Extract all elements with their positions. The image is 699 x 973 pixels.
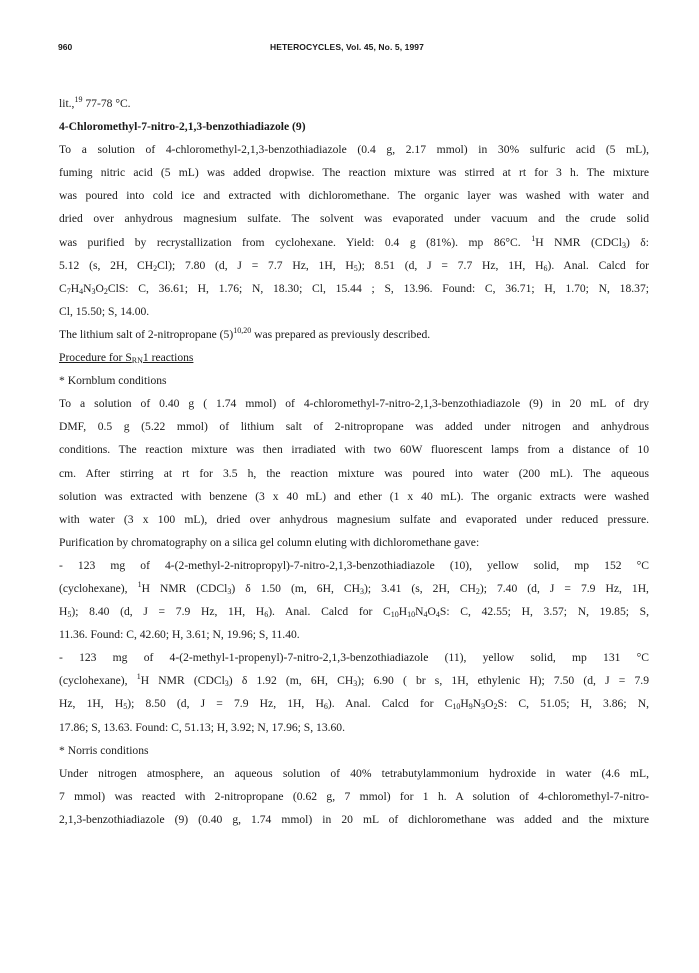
compound-9-heading: 4-Chloromethyl-7-nitro-2,1,3-benzothiadiazole (9) [59, 120, 306, 134]
paragraph-line: Purification by chromatography on a silica gel column eluting with dichloromethane gave: [59, 535, 480, 549]
paragraph-line: dried over anhydrous magnesium sulfate. The solvent was evaporated under vacuum and the crude solid [59, 212, 649, 226]
compound-10-line: (cyclohexane), $^1$H NMR (CDCl$_3$) δ 1.50 (m, 6H, $CH_3$); 3.41 (s, 2H, $CH_2$); 7.40 (d, J = 7.9 Hz, 1H, [59, 579, 649, 596]
compound-10-line: 11.36. Found: C, 42.60; H, 3.61; N, 19.96; S, 11.40. [59, 628, 300, 642]
paragraph-line: To a solution of 4-chloromethyl-2,1,3-benzothiadiazole (0.4 g, 2.17 mmol) in 30% sulfuric acid (5 mL), [59, 143, 649, 157]
article-body [59, 92, 649, 831]
compound-11-line: - 123 mg of 4-(2-methyl-1-propenyl)-7-nitro-2,1,3-benzothiadiazole (11), yellow solid, mp 131 °C [59, 651, 649, 665]
paragraph-line: was purified by recrystallization from cyclohexane. Yield: 0.4 g (81%). mp 86°C. $^1$H NMR (CDCl$_3$) δ: [59, 233, 649, 250]
norris-subheading: * Norris conditions [59, 743, 149, 757]
paragraph-line: fuming nitric acid (5 mL) was added dropwise. The reaction mixture was stirred at rt for 3 h. The mixture [59, 166, 649, 180]
lit-line: lit.,$^{19}$ 77-78 °C. [59, 95, 131, 110]
running-head: HETEROCYCLES, Vol. 45, No. 5, 1997 [270, 42, 424, 52]
paragraph-line: solution was extracted with benzene (3 x 40 mL) and ether (1 x 40 mL). The organic extracts were washed [59, 489, 649, 503]
paragraph-line: cm. After stirring at rt for 3.5 h, the reaction mixture was poured into water (200 mL). The aqueous [59, 466, 649, 480]
page-number: 960 [58, 42, 73, 52]
paragraph-line: Under nitrogen atmosphere, an aqueous solution of 40% tetrabutylammonium hydroxide in water (4.6 mL, [59, 766, 649, 780]
paragraph-line: was poured into cold ice and extracted with dichloromethane. The organic layer was washed with water and [59, 189, 649, 203]
paragraph-line: To a solution of 0.40 g ( 1.74 mmol) of 4-chloromethyl-7-nitro-2,1,3-benzothiadiazole (9) in 20 mL of dry [59, 397, 649, 411]
compound-10-line: $H_5$); 8.40 (d, J = 7.9 Hz, 1H, $H_6$). Anal. Calcd for $C_{10}H_{10}N_4O_4S$: C, 42.55; H, 3.57; N, 19.85; S, [59, 605, 650, 620]
paragraph-line: conditions. The reaction mixture was then irradiated with two 60W fluorescent lamps from a distance of 10 [59, 443, 649, 457]
procedure-heading: Procedure for $S_{RN}1$ reactions [59, 351, 194, 366]
kornblum-subheading: * Kornblum conditions [59, 374, 167, 388]
compound-11-line: (cyclohexane), $^1$H NMR (CDCl$_3$) δ 1.92 (m, 6H, $CH_3$); 6.90 ( br s, 1H, ethylenic H); 7.50 (d, J = 7.9 [59, 672, 649, 689]
compound-11-line: 17.86; S, 13.63. Found: C, 51.13; H, 3.92; N, 17.96; S, 13.60. [59, 720, 346, 734]
paragraph-line: 2,1,3-benzothiadiazole (9) (0.40 g, 1.74 mmol) in 20 mL of dichloromethane was added and the mixture [59, 812, 649, 826]
paragraph-line: $C_7H_4N_3O_2ClS$: C, 36.61; H, 1.76; N, 18.30; Cl, 15.44 ; S, 13.96. Found: C, 36.71; H, 1.70; N, 18.37; [59, 281, 649, 296]
paragraph-line: 7 mmol) was reacted with 2-nitropropane (0.62 g, 7 mmol) for 1 h. A solution of 4-chloromethyl-7-nitro- [59, 789, 649, 803]
paragraph-line: Cl, 15.50; S, 14.00. [59, 304, 150, 318]
paragraph-line: with water (3 x 100 mL), dried over anhydrous magnesium sulfate and evaporated under reduced pressure. [59, 512, 649, 526]
compound-10-line: - 123 mg of 4-(2-methyl-2-nitropropyl)-7-nitro-2,1,3-benzothiadiazole (10), yellow solid, mp 152 °C [59, 558, 649, 572]
paragraph-line: DMF, 0.5 g (5.22 mmol) of lithium salt of 2-nitropropane was added under nitrogen and anhydrous [59, 420, 649, 434]
lithium-salt-line: The lithium salt of 2-nitropropane $(5)^{10,20}$ was prepared as previously described. [59, 325, 431, 341]
compound-11-line: Hz, 1H, $H_5$); 8.50 (d, J = 7.9 Hz, 1H, $H_6$). Anal. Calcd for $C_{10}H_9N_3O_2S$: C, 51.05; H, 3.86; N, [59, 697, 650, 712]
paragraph-line: 5.12 (s, 2H, $CH_2Cl$); 7.80 (d, J = 7.7 Hz, 1H, $H_5$); 8.51 (d, J = 7.7 Hz, 1H, $H_6$). Anal. Calcd for [59, 258, 649, 273]
